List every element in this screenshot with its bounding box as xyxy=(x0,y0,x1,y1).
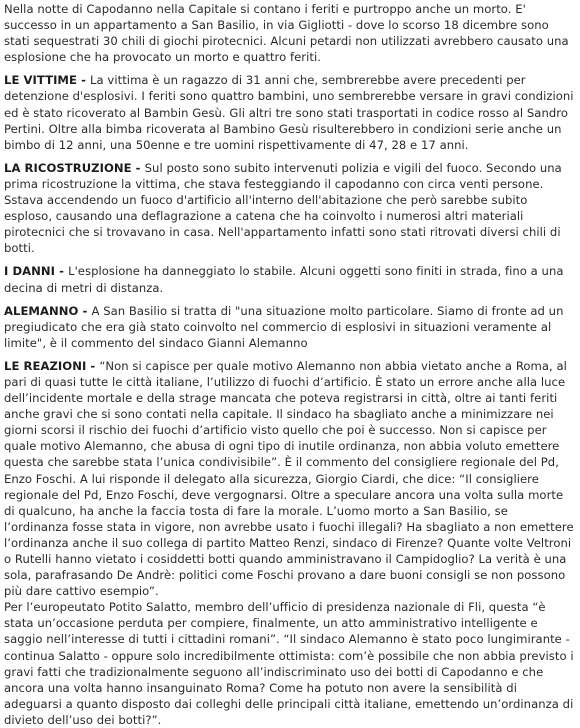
intro-paragraph xyxy=(4,1,576,65)
section-le-vittime xyxy=(4,72,576,152)
section-heading-le-reazioni: LE REAZIONI - xyxy=(4,358,100,373)
section-text-le-vittime: La vittima è un ragazzo di 31 anni che, sembrerebbe avere precedenti per detenzione d'esplosivi. I feriti sono quattro bambini, uno sembrerebbe versare in gravi condizioni ed è stato ricoverato al Bambin Gesù. Gli altri tre sono stati trasportati in codice rosso al Sandro Pertini. Oltre alla bimba ricoverata al Bambino Gesù risulterebbero in condizioni serie anche un bimbo di 12 anni, una 50enne e tre uomini rispettivamente di 47, 28 e 17 anni. xyxy=(4,73,574,152)
section-heading-i-danni: I DANNI - xyxy=(4,264,69,279)
intro-text: Nella notte di Capodanno nella Capitale si contano i feriti e purtroppo anche un morto. E' successo in un appartamento a San Basilio, in via Gigliotti - dove lo scorso 18 dicembre sono stati sequestrati 30 chili di giochi pirotecnici. Alcuni petardi non utilizzati avrebbero causato una esplosione che ha provocato un morto e quattro feriti. xyxy=(4,2,569,65)
section-heading-la-ricostruzione: LA RICOSTRUZIONE - xyxy=(4,160,145,175)
section-text-i-danni: L'esplosione ha danneggiato lo stabile. Alcuni oggetti sono finiti in strada, fino a una decina di metri di distanza. xyxy=(4,264,564,295)
section-heading-alemanno: ALEMANNO - xyxy=(4,303,92,318)
section-alemanno xyxy=(4,303,576,351)
section-i-danni xyxy=(4,263,576,295)
salatto-paragraph xyxy=(4,599,576,728)
section-text-alemanno: A San Basilio si tratta di "una situazione molto particolare. Siamo di fronte ad un pregiudicato che era già stato coinvolto nel commercio di esplosivi in situazioni veramente al limite", è il commento del sindaco Gianni Alemanno xyxy=(4,303,564,350)
salatto-text: Per l’europeutato Potito Salatto, membro dell’ufficio di presidenza nazionale di Fli, questa “è stata un’occasione perduta per compiere, finalmente, un atto amministrativo intelligente e saggio nell’interesse di tutti i cittadini romani”. “Il sindaco Alemanno è stato poco lungimirante - continua Salatto - oppure solo incredibilmente ottimista: com’è possibile che non abbia previsto i gravi fatti che tradizionalmente seguono all’indiscriminato uso dei botti di Capodanno e che ancora una volta hanno insanguinato Roma? Come ha potuto non avere la sensibilità di adeguarsi a quanto disposto dai colleghi delle principali città italiane, emettendo un’ordinanza di divieto dell’uso dei botti?”. xyxy=(4,600,574,727)
section-text-le-reazioni: “Non si capisce per quale motivo Alemanno non abbia vietato anche a Roma, al pari di quasi tutte le città italiane, l’utilizzo di fuochi d’artificio. È stato un errore anche alla luce dell’incidente mortale e della strage mancata che poteva registrarsi in città, oltre ai tanti feriti anche gravi che si sono contati nella capitale. Il sindaco ha sbagliato anche a minimizzare nei giorni scorsi il rischio dei fuochi d’artificio visto quello che poi è successo. Non si capisce per quale motivo Alemanno, che abusa di ogni tipo di inutile ordinanza, non abbia voluto emettere questa che sarebbe stata l’unica condivisibile”. È il commento del consigliere regionale del Pd, Enzo Foschi. A lui risponde il delegato alla sicurezza, Giorgio Ciardi, che dice: “Il consigliere regionale del Pd, Enzo Foschi, deve vergognarsi. Oltre a speculare ancora una volta sulla morte di qualcuno, ha anche la faccia tosta di fare la morale. L’uomo morto a San Basilio, se l’ordinanza fosse stata in vigore, non avrebbe usato i fuochi illegali? Ha sbagliato a non emettere l’ordinanza anche il suo collega di partito Matteo Renzi, sindaco di Firenze? Quante volte Veltroni o Rutelli hanno vietato i cosiddetti botti quando amministravano il Campidoglio? La verità è una sola, parafrasando De Andrè: politici come Foschi provano a dare buoni consigli se non possono più dare cattivo esempio”. xyxy=(4,358,574,599)
section-la-ricostruzione xyxy=(4,160,576,257)
section-text-la-ricostruzione: Sul posto sono subito intervenuti polizia e vigili del fuoco. Secondo una prima ricostruzione la vittima, che stava festeggiando il capodanno con circa venti persone. Sstava accendendo un fuoco d'artificio all'interno dell'abitazione che però sarebbe subito esploso, causando una deflagrazione a catena che ha coinvolto i numerosi altri materiali pirotecnici che si trovavano in casa. Nell'appartamento infatti sono stati ritrovati diversi chili di botti. xyxy=(4,160,562,256)
section-heading-le-vittime: LE VITTIME - xyxy=(4,73,91,88)
section-le-reazioni xyxy=(4,358,576,599)
